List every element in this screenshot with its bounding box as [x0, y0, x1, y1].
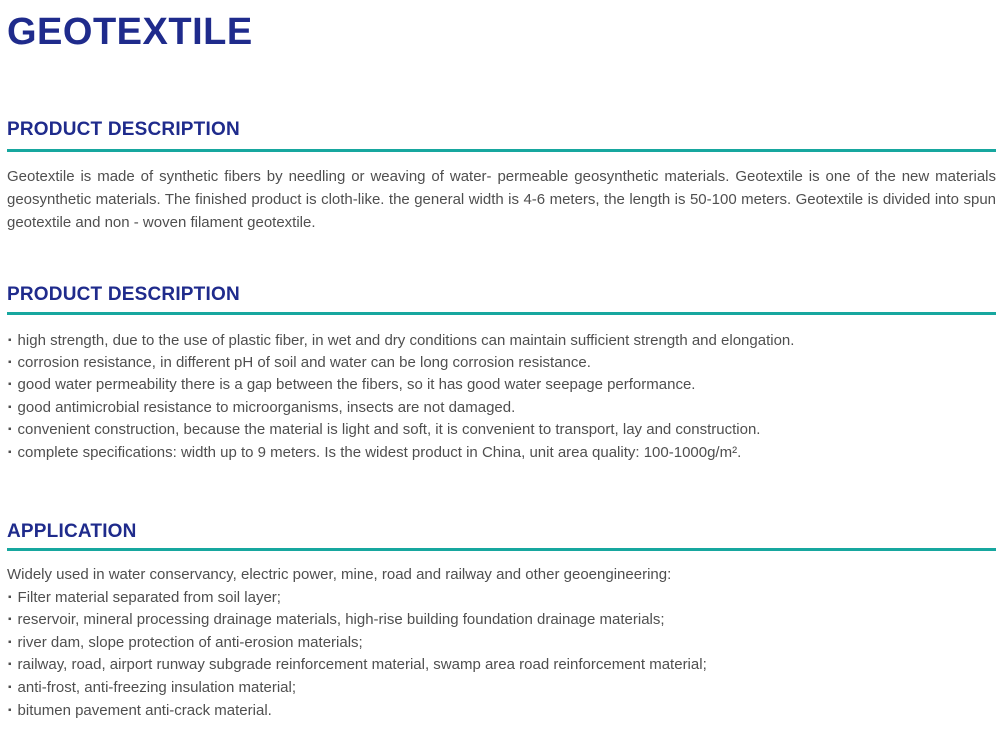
- list-item-text: railway, road, airport runway subgrade reinforcement material, swamp area road reinforcement material;: [17, 656, 707, 674]
- section-divider: [7, 312, 996, 315]
- list-item-text: convenient construction, because the material is light and soft, it is convenient to transport, lay and construction.: [17, 421, 761, 439]
- list-item: [7, 677, 996, 700]
- page-title: GEOTEXTILE: [7, 11, 253, 53]
- bullet-icon: ▪: [8, 614, 12, 626]
- bullet-icon: ▪: [8, 636, 12, 648]
- list-item-text: complete specifications: width up to 9 meters. Is the widest product in China, unit area quality: 100-1000g/m².: [17, 443, 742, 461]
- section-product-description-1: [7, 118, 996, 234]
- list-item: [7, 632, 996, 655]
- list-item-text: corrosion resistance, in different pH of soil and water can be long corrosion resistance.: [17, 353, 591, 371]
- bullet-icon: ▪: [8, 591, 12, 603]
- list-item-text: river dam, slope protection of anti-erosion materials;: [17, 633, 363, 651]
- list-item: [7, 442, 996, 464]
- list-item-text: anti-frost, anti-freezing insulation material;: [17, 678, 297, 696]
- list-item-text: reservoir, mineral processing drainage materials, high-rise building foundation drainage materials;: [17, 611, 665, 629]
- bullet-icon: ▪: [8, 356, 12, 368]
- list-item: [7, 374, 996, 396]
- list-item-text: bitumen pavement anti-crack material.: [17, 701, 272, 719]
- list-item-text: Filter material separated from soil layer;: [17, 588, 281, 606]
- bullet-icon: ▪: [8, 401, 12, 413]
- product-description-paragraph: Geotextile is made of synthetic fibers by needling or weaving of water- permeable geosynthetic materials. Geotextile is one of the new materials geosynthetic materials. The finished product is cloth-like. the general width is 4-6 meters, the length is 50-100 meters. Geotextile is divided into spun geotextile and non - woven filament geotextile.: [7, 167, 996, 231]
- section-product-description-2: [7, 283, 996, 464]
- application-list: [7, 587, 996, 723]
- list-item: [7, 330, 996, 352]
- section-application: [7, 520, 996, 722]
- list-item-text: good antimicrobial resistance to microorganisms, insects are not damaged.: [17, 398, 516, 416]
- section-heading: PRODUCT DESCRIPTION: [7, 118, 240, 140]
- bullet-icon: ▪: [8, 424, 12, 436]
- list-item: [7, 587, 996, 610]
- list-item: [7, 419, 996, 441]
- list-item: [7, 700, 996, 723]
- bullet-icon: ▪: [8, 379, 12, 391]
- application-intro: Widely used in water conservancy, electric power, mine, road and railway and other geoengineering:: [7, 565, 672, 583]
- section-heading: APPLICATION: [7, 520, 137, 542]
- section-divider: [7, 548, 996, 551]
- list-item-text: good water permeability there is a gap between the fibers, so it has good water seepage performance.: [17, 376, 696, 394]
- feature-list: [7, 330, 996, 464]
- product-page: [0, 11, 1000, 722]
- list-item: [7, 654, 996, 677]
- list-item-text: high strength, due to the use of plastic fiber, in wet and dry conditions can maintain sufficient strength and elongation.: [17, 331, 795, 349]
- section-divider: [7, 149, 996, 152]
- list-item: [7, 397, 996, 419]
- bullet-icon: ▪: [8, 681, 12, 693]
- bullet-icon: ▪: [8, 446, 12, 458]
- bullet-icon: ▪: [8, 704, 12, 716]
- bullet-icon: ▪: [8, 659, 12, 671]
- list-item: [7, 609, 996, 632]
- section-heading: PRODUCT DESCRIPTION: [7, 283, 240, 305]
- list-item: [7, 352, 996, 374]
- bullet-icon: ▪: [8, 334, 12, 346]
